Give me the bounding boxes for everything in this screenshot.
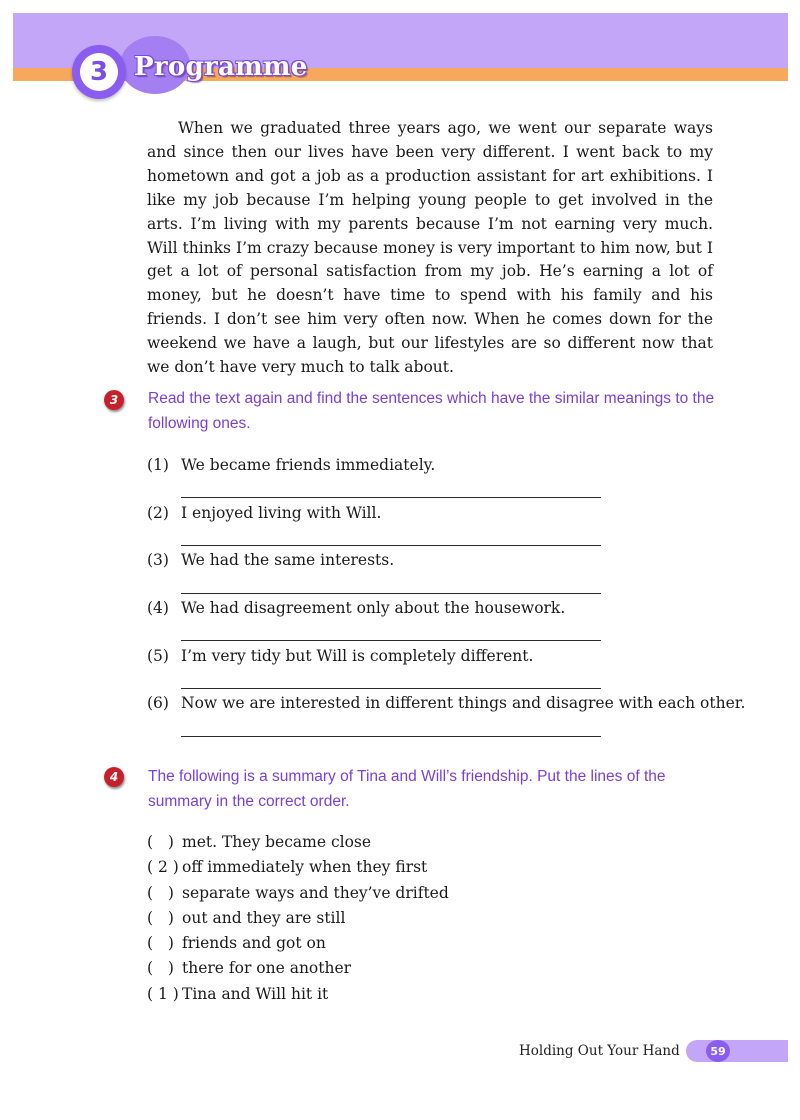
summary-line bbox=[147, 985, 328, 1003]
order-blank[interactable]: ( ) bbox=[147, 833, 174, 851]
item-text: We had the same interests. bbox=[181, 551, 395, 569]
item-number: (3) bbox=[147, 551, 169, 569]
item-text: We became friends immediately. bbox=[181, 456, 436, 474]
summary-text: met. They became close bbox=[182, 833, 372, 851]
unit-number: 3 bbox=[80, 53, 118, 91]
summary-line bbox=[147, 884, 449, 902]
order-blank[interactable]: ( ) bbox=[147, 884, 174, 902]
answer-line-2[interactable] bbox=[181, 545, 601, 546]
order-blank[interactable]: ( 1 ) bbox=[147, 985, 179, 1003]
summary-text: Tina and Will hit it bbox=[182, 985, 329, 1003]
exercise-4-badge bbox=[104, 767, 124, 787]
page-number: 59 bbox=[706, 1040, 730, 1062]
order-blank[interactable]: ( 2 ) bbox=[147, 858, 179, 876]
reading-passage: When we graduated three years ago, we went our separate ways and since then our lives have been very different. I went back to my hometown and got a job as a production assistant for art exhibitions. I like my job because I’m helping young people to get involved in the arts. I’m living with my parents because I’m not earning very much. Will thinks I’m crazy because money is very important to him now, but I get a lot of personal satisfaction from my job. He’s earning a lot of money, but he doesn’t have time to spend with his family and his friends. I don’t see him very often now. When he comes down for the weekend we have a laugh, but our lifestyles are so different now that we don’t have very much to talk about. bbox=[147, 119, 713, 377]
exercise-3-item bbox=[147, 647, 533, 665]
item-text: I’m very tidy but Will is completely different. bbox=[181, 647, 534, 665]
exercise-3-item bbox=[147, 456, 435, 474]
exercise-3-item bbox=[147, 694, 745, 712]
exercise-3-number: 3 bbox=[109, 393, 119, 407]
section-title: Programme bbox=[134, 52, 308, 82]
summary-line bbox=[147, 959, 351, 977]
footer-unit-name: Holding Out Your Hand bbox=[519, 1043, 680, 1059]
item-number: (5) bbox=[147, 647, 169, 665]
summary-line bbox=[147, 909, 345, 927]
summary-line bbox=[147, 858, 427, 876]
answer-line-6[interactable] bbox=[181, 736, 601, 737]
summary-text: off immediately when they first bbox=[182, 858, 428, 876]
summary-text: out and they are still bbox=[182, 909, 346, 927]
item-text: I enjoyed living with Will. bbox=[181, 504, 382, 522]
item-text: Now we are interested in different things and disagree with each other. bbox=[181, 694, 746, 712]
item-number: (4) bbox=[147, 599, 169, 617]
exercise-4-instruction: The following is a summary of Tina and Will’s friendship. Put the lines of the summary in the correct order. bbox=[148, 768, 666, 810]
summary-line bbox=[147, 833, 371, 851]
exercise-3-item bbox=[147, 551, 394, 569]
item-number: (2) bbox=[147, 504, 169, 522]
page-tab bbox=[686, 1040, 788, 1062]
summary-text: friends and got on bbox=[182, 934, 326, 952]
item-text: We had disagreement only about the housework. bbox=[181, 599, 566, 617]
summary-line bbox=[147, 934, 326, 952]
item-number: (1) bbox=[147, 456, 169, 474]
exercise-3-item bbox=[147, 504, 381, 522]
summary-text: there for one another bbox=[182, 959, 352, 977]
order-blank[interactable]: ( ) bbox=[147, 934, 174, 952]
answer-line-5[interactable] bbox=[181, 688, 601, 689]
summary-text: separate ways and they’ve drifted bbox=[182, 884, 449, 902]
exercise-3-item bbox=[147, 599, 565, 617]
exercise-3-instruction: Read the text again and find the sentences which have the similar meanings to the following ones. bbox=[148, 390, 715, 432]
exercise-4-number: 4 bbox=[109, 770, 119, 784]
answer-line-3[interactable] bbox=[181, 593, 601, 594]
answer-line-1[interactable] bbox=[181, 497, 601, 498]
unit-badge bbox=[72, 45, 126, 99]
order-blank[interactable]: ( ) bbox=[147, 909, 174, 927]
order-blank[interactable]: ( ) bbox=[147, 959, 174, 977]
exercise-3-badge bbox=[104, 390, 124, 410]
item-number: (6) bbox=[147, 694, 169, 712]
answer-line-4[interactable] bbox=[181, 640, 601, 641]
